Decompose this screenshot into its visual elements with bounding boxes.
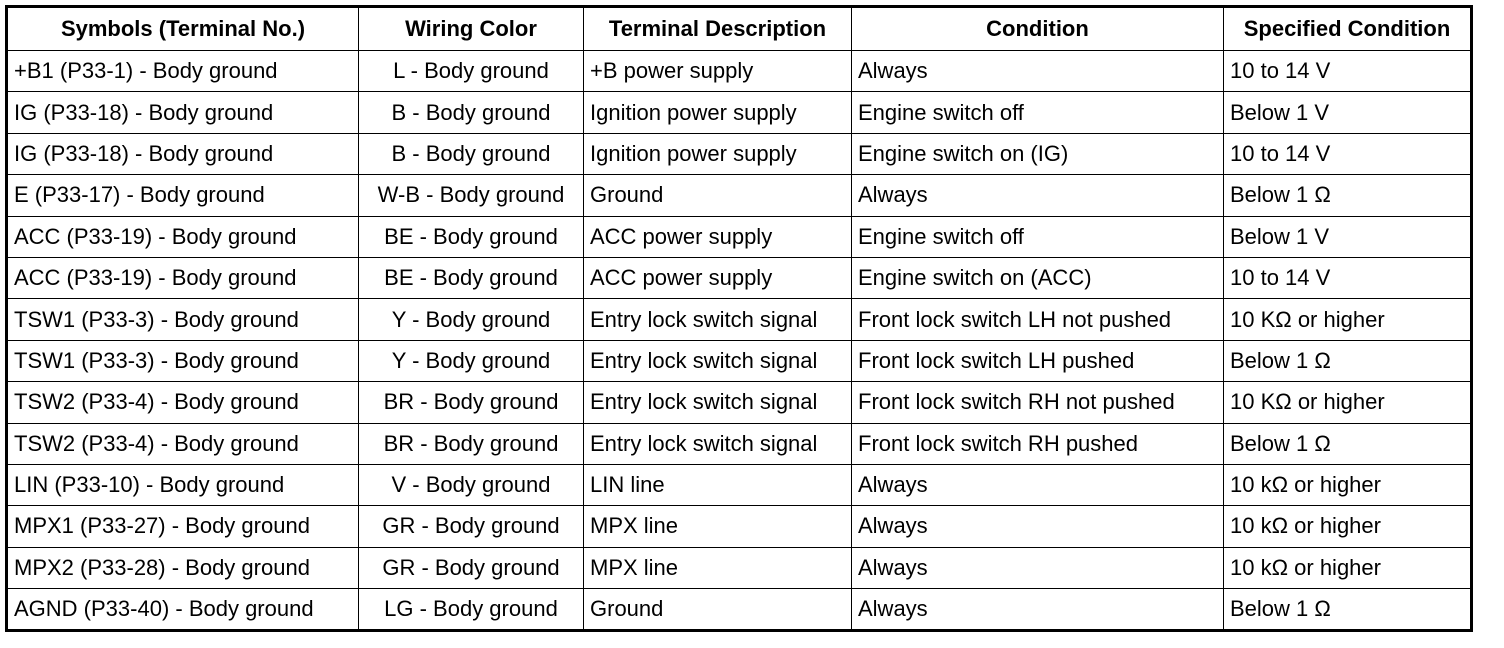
cell-terminal-description: ACC power supply: [584, 216, 852, 257]
header-symbols: Symbols (Terminal No.): [7, 7, 359, 51]
cell-condition: Engine switch on (ACC): [852, 257, 1224, 298]
header-row: [7, 7, 1472, 51]
cell-condition: Front lock switch RH not pushed: [852, 382, 1224, 423]
cell-condition: Engine switch off: [852, 92, 1224, 133]
table-row: [7, 133, 1472, 174]
cell-wiring-color: L - Body ground: [359, 51, 584, 92]
cell-specified-condition: Below 1 V: [1224, 216, 1472, 257]
table-row: [7, 51, 1472, 92]
cell-terminal-description: Ignition power supply: [584, 92, 852, 133]
terminal-spec-table: [5, 5, 1473, 632]
cell-specified-condition: 10 to 14 V: [1224, 257, 1472, 298]
cell-specified-condition: Below 1 Ω: [1224, 589, 1472, 631]
cell-symbol: TSW2 (P33-4) - Body ground: [7, 423, 359, 464]
cell-specified-condition: 10 kΩ or higher: [1224, 547, 1472, 588]
cell-terminal-description: Ignition power supply: [584, 133, 852, 174]
cell-symbol: E (P33-17) - Body ground: [7, 175, 359, 216]
cell-terminal-description: LIN line: [584, 464, 852, 505]
cell-terminal-description: Entry lock switch signal: [584, 340, 852, 381]
cell-wiring-color: Y - Body ground: [359, 340, 584, 381]
cell-symbol: +B1 (P33-1) - Body ground: [7, 51, 359, 92]
cell-specified-condition: Below 1 Ω: [1224, 175, 1472, 216]
header-specified-condition: Specified Condition: [1224, 7, 1472, 51]
table-row: [7, 175, 1472, 216]
cell-wiring-color: BE - Body ground: [359, 257, 584, 298]
cell-condition: Front lock switch LH pushed: [852, 340, 1224, 381]
cell-wiring-color: B - Body ground: [359, 92, 584, 133]
cell-symbol: IG (P33-18) - Body ground: [7, 92, 359, 133]
cell-terminal-description: ACC power supply: [584, 257, 852, 298]
cell-terminal-description: Entry lock switch signal: [584, 423, 852, 464]
cell-condition: Engine switch on (IG): [852, 133, 1224, 174]
cell-symbol: TSW1 (P33-3) - Body ground: [7, 340, 359, 381]
cell-terminal-description: Entry lock switch signal: [584, 382, 852, 423]
cell-condition: Always: [852, 51, 1224, 92]
cell-terminal-description: Ground: [584, 175, 852, 216]
cell-terminal-description: MPX line: [584, 506, 852, 547]
cell-wiring-color: B - Body ground: [359, 133, 584, 174]
table-row: [7, 423, 1472, 464]
cell-wiring-color: BR - Body ground: [359, 423, 584, 464]
cell-wiring-color: BE - Body ground: [359, 216, 584, 257]
table-row: [7, 340, 1472, 381]
table-row: [7, 382, 1472, 423]
table-row: [7, 299, 1472, 340]
table-row: [7, 92, 1472, 133]
table-body: [7, 51, 1472, 631]
header-terminal-description: Terminal Description: [584, 7, 852, 51]
cell-condition: Always: [852, 547, 1224, 588]
cell-condition: Front lock switch LH not pushed: [852, 299, 1224, 340]
table-row: [7, 506, 1472, 547]
cell-specified-condition: 10 kΩ or higher: [1224, 506, 1472, 547]
terminal-spec-sheet: [5, 5, 1470, 641]
header-wiring-color: Wiring Color: [359, 7, 584, 51]
cell-specified-condition: Below 1 Ω: [1224, 340, 1472, 381]
table-row: [7, 589, 1472, 631]
cell-wiring-color: Y - Body ground: [359, 299, 584, 340]
cell-specified-condition: Below 1 V: [1224, 92, 1472, 133]
cell-condition: Always: [852, 175, 1224, 216]
cell-symbol: ACC (P33-19) - Body ground: [7, 257, 359, 298]
cell-specified-condition: 10 to 14 V: [1224, 133, 1472, 174]
cell-wiring-color: BR - Body ground: [359, 382, 584, 423]
cell-symbol: LIN (P33-10) - Body ground: [7, 464, 359, 505]
cell-terminal-description: Ground: [584, 589, 852, 631]
table-row: [7, 547, 1472, 588]
cell-condition: Engine switch off: [852, 216, 1224, 257]
cell-condition: Front lock switch RH pushed: [852, 423, 1224, 464]
cell-symbol: IG (P33-18) - Body ground: [7, 133, 359, 174]
table-header: [7, 7, 1472, 51]
cell-terminal-description: Entry lock switch signal: [584, 299, 852, 340]
cell-wiring-color: W-B - Body ground: [359, 175, 584, 216]
cell-wiring-color: V - Body ground: [359, 464, 584, 505]
cell-symbol: TSW2 (P33-4) - Body ground: [7, 382, 359, 423]
cell-condition: Always: [852, 589, 1224, 631]
table-row: [7, 464, 1472, 505]
header-condition: Condition: [852, 7, 1224, 51]
cell-symbol: MPX1 (P33-27) - Body ground: [7, 506, 359, 547]
cell-specified-condition: 10 kΩ or higher: [1224, 464, 1472, 505]
cell-condition: Always: [852, 506, 1224, 547]
cell-specified-condition: 10 KΩ or higher: [1224, 382, 1472, 423]
cell-condition: Always: [852, 464, 1224, 505]
cell-wiring-color: LG - Body ground: [359, 589, 584, 631]
cell-symbol: ACC (P33-19) - Body ground: [7, 216, 359, 257]
cell-symbol: AGND (P33-40) - Body ground: [7, 589, 359, 631]
cell-wiring-color: GR - Body ground: [359, 547, 584, 588]
cell-symbol: TSW1 (P33-3) - Body ground: [7, 299, 359, 340]
cell-symbol: MPX2 (P33-28) - Body ground: [7, 547, 359, 588]
table-row: [7, 257, 1472, 298]
cell-terminal-description: MPX line: [584, 547, 852, 588]
cell-specified-condition: 10 to 14 V: [1224, 51, 1472, 92]
cell-wiring-color: GR - Body ground: [359, 506, 584, 547]
cell-specified-condition: 10 KΩ or higher: [1224, 299, 1472, 340]
cell-terminal-description: +B power supply: [584, 51, 852, 92]
table-row: [7, 216, 1472, 257]
cell-specified-condition: Below 1 Ω: [1224, 423, 1472, 464]
